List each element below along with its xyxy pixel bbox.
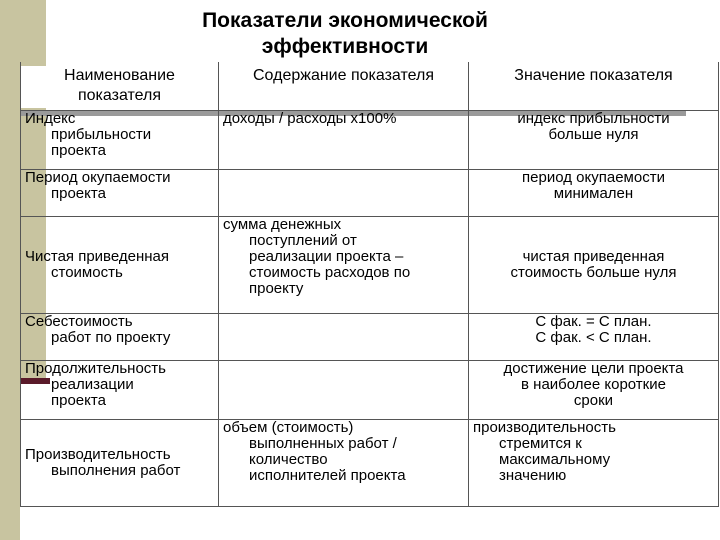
header-value — [469, 62, 719, 110]
row-value: период окупаемости минимален — [522, 168, 665, 202]
row-name-cell — [21, 110, 219, 169]
row-value: С фак. = С план. С фак. < С план. — [535, 312, 652, 346]
row-name: Продолжительность реализации проекта — [25, 359, 166, 409]
row-content-cell — [219, 360, 469, 419]
row-value: достижение цели проекта в наиболее короткие сроки — [503, 359, 684, 409]
slide-title: Показатели экономической эффективности — [202, 9, 488, 58]
indicators-table — [20, 62, 719, 507]
table-header-row — [21, 62, 719, 110]
header-name — [21, 62, 219, 110]
row-content-cell — [219, 419, 469, 506]
header-content-label: Содержание показателя — [253, 67, 434, 84]
table-row — [21, 169, 719, 216]
row-value: индекс прибыльности больше нуля — [517, 109, 670, 143]
row-content-cell — [219, 110, 469, 169]
row-value-cell — [469, 419, 719, 506]
row-value-cell — [469, 110, 719, 169]
table-row — [21, 313, 719, 360]
row-content: объем (стоимость) выполненных работ / количество исполнителей проекта — [223, 418, 406, 484]
table-row — [21, 110, 719, 169]
row-name: Индекс прибыльности проекта — [25, 109, 152, 159]
row-content: сумма денежных поступлений от реализации проекта – стоимость расходов по проекту — [223, 215, 411, 297]
row-name-cell — [21, 216, 219, 313]
header-name-label: Наименование показателя — [64, 67, 175, 104]
row-name: Период окупаемости проекта — [25, 168, 171, 202]
row-name: Производительность выполнения работ — [25, 445, 181, 479]
side-decor-band — [0, 0, 20, 540]
table-row — [21, 419, 719, 506]
table-row — [21, 216, 719, 313]
header-content — [219, 62, 469, 110]
row-name-cell — [21, 419, 219, 506]
row-name-cell — [21, 169, 219, 216]
row-value-cell — [469, 169, 719, 216]
row-value-cell — [469, 313, 719, 360]
table-row — [21, 360, 719, 419]
row-name-cell — [21, 313, 219, 360]
row-value-cell — [469, 360, 719, 419]
row-name: Чистая приведенная стоимость — [25, 247, 169, 281]
header-value-label: Значение показателя — [514, 67, 673, 84]
row-value: чистая приведенная стоимость больше нуля — [510, 247, 677, 281]
row-content-cell — [219, 216, 469, 313]
row-content: доходы / расходы х100% — [223, 109, 397, 127]
row-value: производительность стремится к максимальному значению — [473, 418, 616, 484]
row-content-cell — [219, 313, 469, 360]
row-value-cell — [469, 216, 719, 313]
row-name: Себестоимость работ по проекту — [25, 312, 171, 346]
row-name-cell — [21, 360, 219, 419]
row-content-cell — [219, 169, 469, 216]
